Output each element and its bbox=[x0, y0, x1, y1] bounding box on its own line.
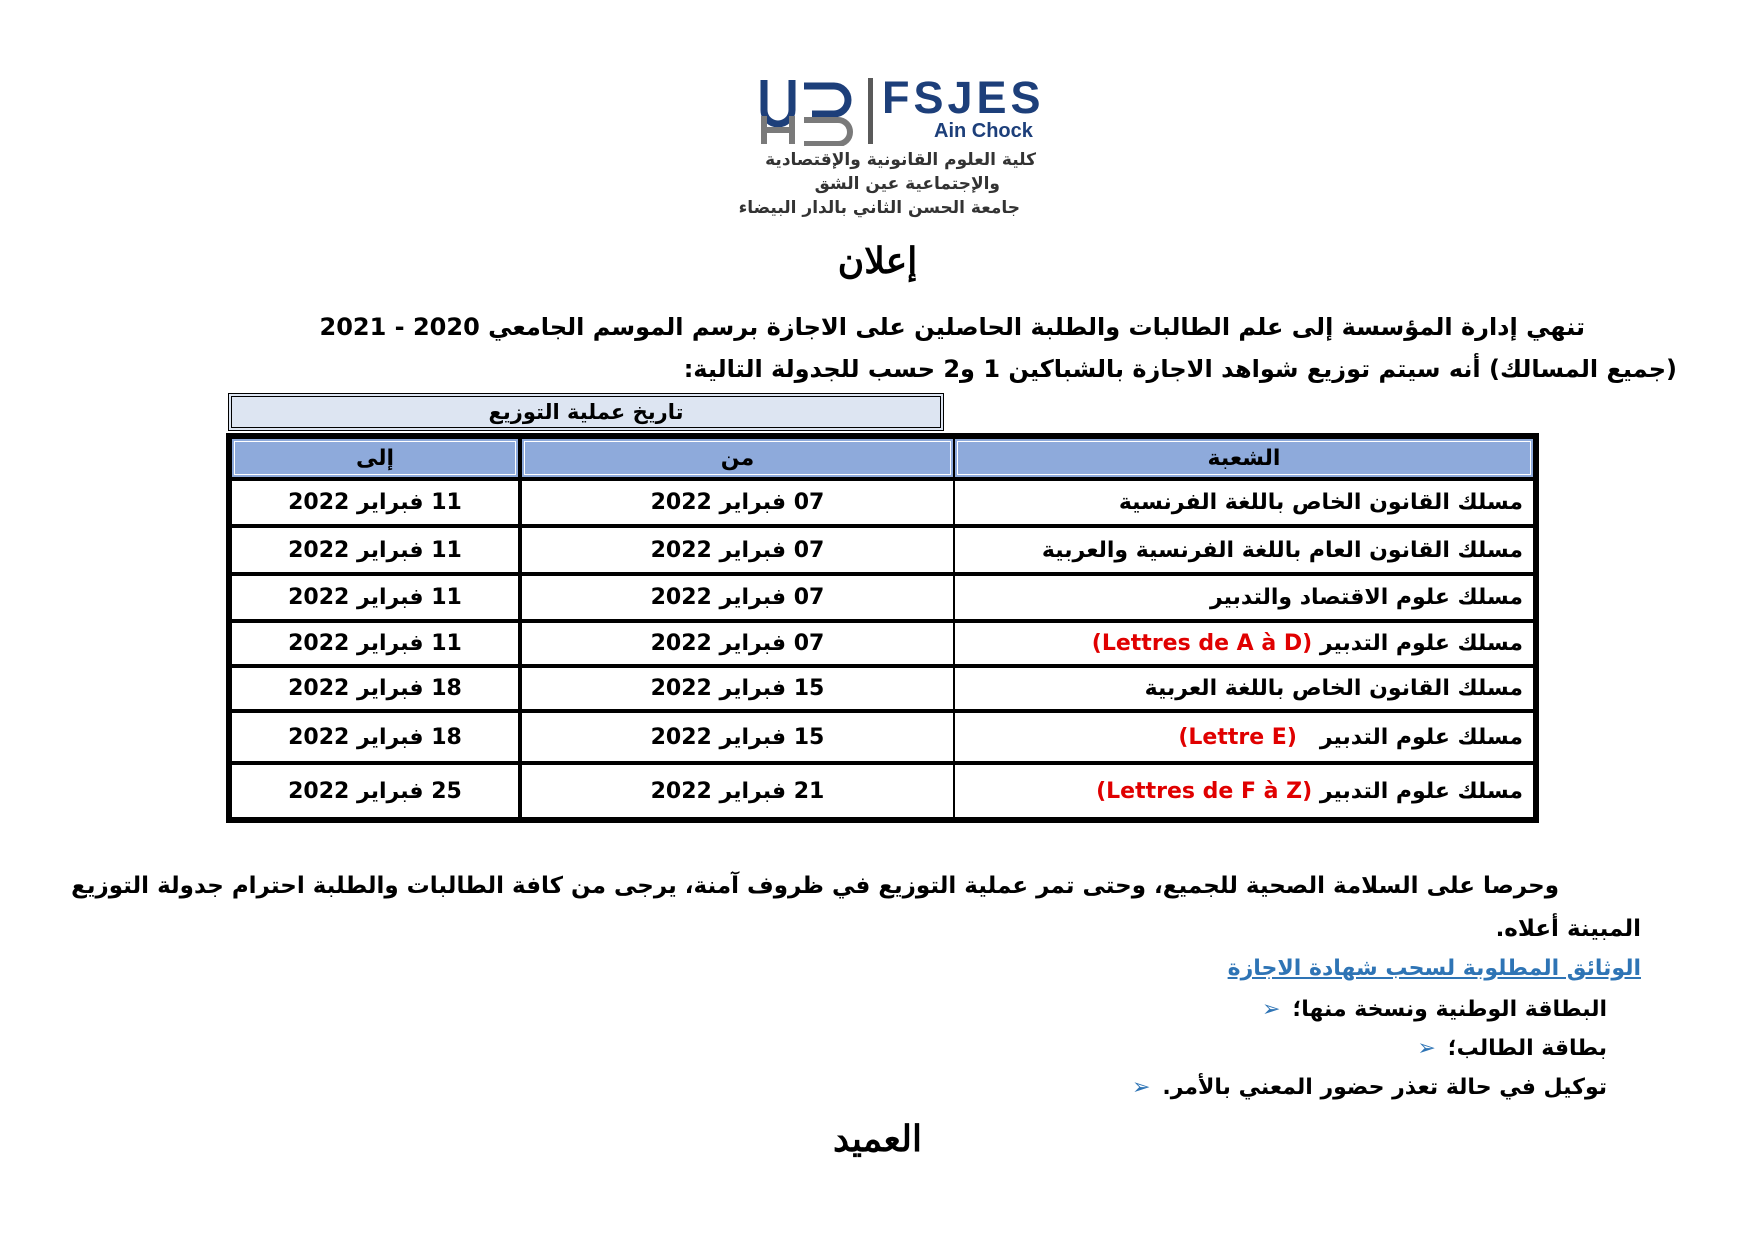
date-to: 11 فبراير 2022 bbox=[230, 526, 520, 574]
table-row bbox=[953, 526, 1535, 574]
header-to: إلى bbox=[230, 437, 520, 479]
header-from: من bbox=[520, 437, 955, 479]
date-to: 11 فبراير 2022 bbox=[230, 479, 520, 526]
table-row bbox=[953, 763, 1535, 819]
documents-title: الوثائق المطلوبة لسحب شهادة الاجازة bbox=[1227, 956, 1641, 981]
track-name: مسلك علوم التدبير bbox=[1319, 778, 1523, 804]
list-item bbox=[1132, 1075, 1607, 1100]
date-from: 07 فبراير 2022 bbox=[520, 621, 955, 666]
distribution-date-header: تاريخ عملية التوزيع bbox=[228, 393, 944, 431]
track-name: مسلك علوم التدبير bbox=[1319, 631, 1523, 656]
date-to: 11 فبراير 2022 bbox=[230, 621, 520, 666]
logo-divider bbox=[868, 78, 873, 144]
list-item bbox=[1417, 1036, 1607, 1061]
intro-line: (جميع المسالك) أنه سيتم توزيع شواهد الاجازة بالشباكين 1 و2 حسب للجدولة التالية: bbox=[683, 355, 1677, 383]
date-from: 15 فبراير 2022 bbox=[520, 666, 955, 711]
track-name: مسلك علوم التدبير bbox=[1319, 724, 1523, 750]
letter-range: (Lettres de A à D) bbox=[1091, 631, 1313, 656]
signature-title: العميد bbox=[833, 1118, 922, 1160]
date-to: 11 فبراير 2022 bbox=[230, 574, 520, 621]
document-item-text: بطاقة الطالب؛ bbox=[1447, 1036, 1607, 1061]
note-line: وحرصا على السلامة الصحية للجميع، وحتى تمر عملية التوزيع في ظروف آمنة، يرجى من كافة الطالبات والطلبة احترام جدولة التوزيع bbox=[71, 873, 1559, 899]
distribution-table bbox=[226, 433, 1539, 823]
date-from: 07 فبراير 2022 bbox=[520, 574, 955, 621]
logo-arabic-line: جامعة الحسن الثاني بالدار البيضاء bbox=[738, 198, 1020, 218]
logo-arabic-line: والإجتماعية عين الشق bbox=[814, 174, 1000, 194]
logo-brand: FSJES bbox=[882, 72, 1045, 123]
track-name: مسلك القانون الخاص باللغة العربية bbox=[1144, 676, 1523, 701]
logo-campus: Ain Chock bbox=[934, 120, 1033, 142]
date-to: 18 فبراير 2022 bbox=[230, 666, 520, 711]
page-title: إعلان bbox=[837, 240, 918, 282]
date-from: 21 فبراير 2022 bbox=[520, 763, 955, 819]
table-row bbox=[953, 479, 1535, 526]
date-from: 07 فبراير 2022 bbox=[520, 526, 955, 574]
header-track: الشعبة bbox=[953, 437, 1535, 479]
arrow-check-icon: ➢ bbox=[1262, 997, 1281, 1022]
table-row bbox=[953, 621, 1535, 666]
document-item-text: البطاقة الوطنية ونسخة منها؛ bbox=[1292, 997, 1607, 1022]
logo-arabic-line: كلية العلوم القانونية والإقتصادية bbox=[765, 150, 1036, 170]
track-name: مسلك القانون الخاص باللغة الفرنسية bbox=[1118, 490, 1523, 515]
date-to: 18 فبراير 2022 bbox=[230, 711, 520, 763]
arrow-check-icon: ➢ bbox=[1417, 1036, 1436, 1061]
table-row bbox=[953, 574, 1535, 621]
date-from: 07 فبراير 2022 bbox=[520, 479, 955, 526]
list-item bbox=[1262, 997, 1607, 1022]
university-emblem-icon bbox=[760, 76, 860, 146]
table-row bbox=[953, 711, 1535, 763]
arrow-check-icon: ➢ bbox=[1131, 1075, 1151, 1100]
table-row bbox=[953, 666, 1535, 711]
note-line: المبينة أعلاه. bbox=[1495, 916, 1641, 942]
date-to: 25 فبراير 2022 bbox=[230, 763, 520, 819]
track-name: مسلك القانون العام باللغة الفرنسية والعربية bbox=[1041, 537, 1523, 563]
document-item-text: توكيل في حالة تعذر حضور المعني بالأمر. bbox=[1162, 1075, 1607, 1100]
intro-line: تنهي إدارة المؤسسة إلى علم الطالبات والطلبة الحاصلين على الاجازة برسم الموسم الجامعي 2020 - 2021 bbox=[319, 313, 1585, 341]
date-from: 15 فبراير 2022 bbox=[520, 711, 955, 763]
track-name: مسلك علوم الاقتصاد والتدبير bbox=[1209, 585, 1523, 610]
letter-range: (Lettres de F à Z) bbox=[1096, 778, 1313, 804]
letter-range: (Lettre E) bbox=[1178, 724, 1297, 750]
faculty-logo bbox=[738, 72, 1045, 226]
